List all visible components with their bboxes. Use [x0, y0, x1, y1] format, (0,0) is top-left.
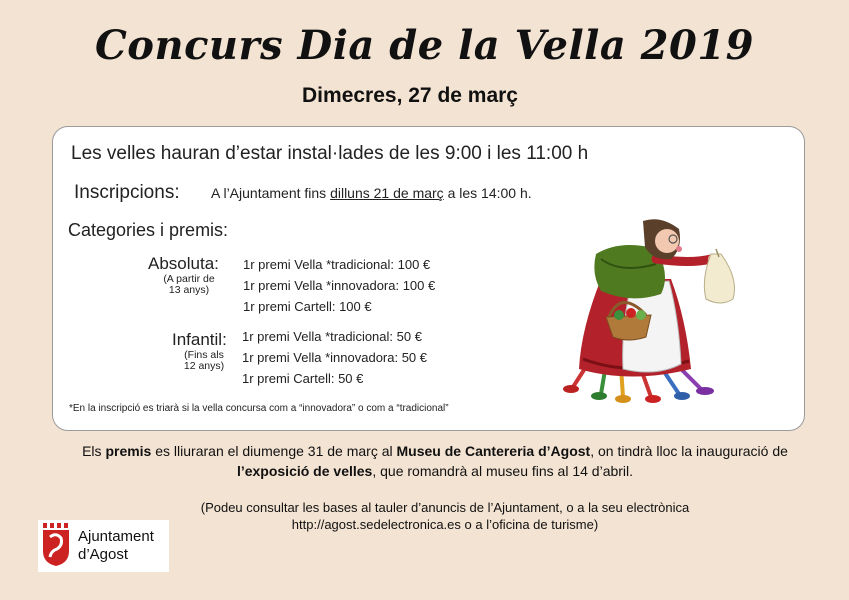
- category-absolute-age-line2: 13 anys): [168, 284, 210, 296]
- categories-heading: Categories i premis:: [68, 220, 229, 240]
- prize-item: 1r premi Vella *innovadora: 50 €: [242, 350, 428, 365]
- logo-line1: Ajuntament: [78, 528, 154, 545]
- category-absolute-age: [153, 274, 225, 296]
- prize-item: 1r premi Cartell: 50 €: [242, 371, 364, 386]
- paragraph-text: , on tindrà lloc la inauguració de: [590, 443, 788, 459]
- paragraph-text: , que romandrà al museu fins al 14 d’abril.: [372, 463, 634, 479]
- paragraph-text: Els: [82, 443, 106, 459]
- category-infant-age: [169, 350, 239, 372]
- consult-info: [150, 499, 740, 533]
- footnote: *En la inscripció es triarà si la vella concursa com a “innovadora” o com a “tradicional”: [69, 403, 449, 414]
- prize-item: 1r premi Vella *innovadora: 100 €: [243, 278, 436, 293]
- inscriptions-pre: A l’Ajuntament fins: [211, 185, 331, 201]
- category-infant-age-line1: (Fins als: [184, 349, 224, 361]
- inscriptions-text: [211, 185, 532, 201]
- prize-item: 1r premi Cartell: 100 €: [243, 299, 372, 314]
- paragraph-bold: premis: [105, 443, 152, 459]
- coat-of-arms-icon: [41, 523, 71, 567]
- inscriptions-label: Inscripcions:: [74, 182, 180, 203]
- poster-title: Concurs Dia de la Vella 2019: [94, 22, 755, 69]
- logo-text: [78, 528, 154, 564]
- inscriptions-post: a les 14:00 h.: [443, 185, 532, 201]
- consult-line1: (Podeu consultar les bases al tauler d’anuncis de l’Ajuntament, o a la seu electrònica: [200, 500, 690, 515]
- paragraph-bold: l’exposició de velles: [236, 463, 373, 479]
- category-infant-prizes: [242, 326, 427, 389]
- prizes-paragraph: [70, 441, 800, 481]
- paragraph-text: es lliuraran el diumenge 31 de març al: [151, 443, 397, 459]
- inscriptions-deadline: dilluns 21 de març: [330, 185, 444, 201]
- logo-line2: d’Agost: [78, 546, 129, 563]
- category-absolute-prizes: [243, 254, 435, 317]
- category-infant-name: Infantil:: [172, 330, 227, 349]
- town-hall-logo: [38, 520, 169, 572]
- category-infant-age-line2: 12 anys): [183, 360, 225, 372]
- prize-item: 1r premi Vella *tradicional: 100 €: [243, 257, 431, 272]
- category-absolute-age-line1: (A partir de: [163, 273, 215, 285]
- old-woman-illustration: [561, 219, 751, 404]
- paragraph-bold: Museu de Cantereria d’Agost: [396, 443, 591, 459]
- event-date: Dimecres, 27 de març: [302, 84, 518, 107]
- info-panel: [52, 126, 805, 431]
- category-absolute-name: Absoluta:: [148, 254, 219, 273]
- prize-item: 1r premi Vella *tradicional: 50 €: [242, 329, 422, 344]
- consult-url-line: http://agost.sedelectronica.es o a l’oficina de turisme): [291, 517, 599, 532]
- install-time-text: Les velles hauran d’estar instal·lades de les 9:00 i les 11:00 h: [71, 143, 589, 164]
